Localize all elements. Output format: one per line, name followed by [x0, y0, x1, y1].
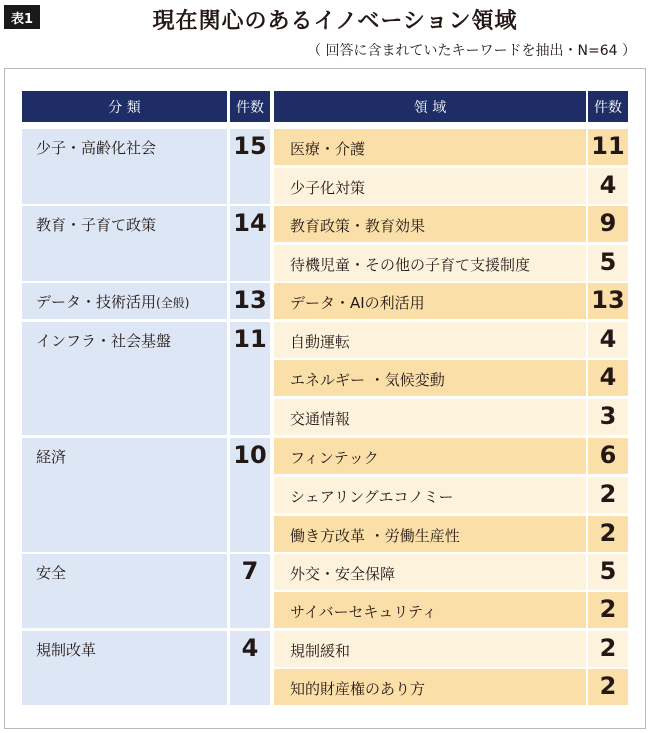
domain-label: 待機児童・その他の子育て支援制度	[290, 256, 531, 274]
category-label: インフラ・社会基盤	[36, 332, 172, 350]
domain-label: データ・AIの利活用	[290, 294, 425, 312]
header-domain: 領 域	[274, 91, 586, 122]
domain-count: 2	[599, 519, 617, 547]
domain-label: 外交・安全保障	[290, 565, 396, 583]
domain-count: 3	[599, 402, 617, 430]
category-label: データ・技術活用(全般)	[36, 293, 190, 311]
category-label: 経済	[36, 448, 67, 466]
domain-count: 4	[599, 171, 617, 199]
page-title: 現在関心のあるイノベーション領域	[152, 9, 518, 34]
domain-count: 2	[599, 672, 617, 700]
domain-label: 規制緩和	[290, 642, 351, 660]
table-number-badge: 表1	[4, 5, 40, 29]
domain-count: 5	[599, 557, 617, 585]
domain-count: 11	[591, 132, 625, 160]
domain-label: 医療・介護	[290, 140, 366, 158]
category-label: 少子・高齢化社会	[36, 139, 157, 157]
category-count: 15	[233, 132, 267, 160]
category-count: 13	[233, 286, 267, 314]
page-subtitle: （ 回答に含まれていたキーワードを抽出・N=64 ）	[307, 43, 636, 59]
domain-label: シェアリングエコノミー	[290, 488, 454, 506]
category-label-note: (全般)	[156, 296, 190, 310]
domain-count: 2	[599, 595, 617, 623]
domain-label: 教育政策・教育効果	[290, 217, 426, 235]
domain-label: 交通情報	[290, 410, 351, 428]
category-count: 10	[233, 441, 267, 469]
domain-count: 6	[599, 441, 617, 469]
domain-label: サイバーセキュリティ	[290, 603, 437, 621]
category-count: 4	[241, 634, 259, 662]
header-domain-count: 件数	[588, 91, 628, 122]
domain-count: 2	[599, 634, 617, 662]
category-count: 11	[233, 325, 267, 353]
header-category-count: 件数	[230, 91, 270, 122]
category-count: 14	[233, 209, 267, 237]
header-category: 分 類	[22, 91, 227, 122]
domain-label: 自動運転	[290, 333, 351, 351]
category-count: 7	[241, 557, 259, 585]
domain-count: 4	[599, 325, 617, 353]
category-label: 教育・子育て政策	[36, 216, 157, 234]
domain-label: 少子化対策	[290, 179, 366, 197]
domain-count: 2	[599, 480, 617, 508]
domain-count: 13	[591, 286, 625, 314]
domain-label: 働き方改革 ・労働生産性	[290, 527, 460, 545]
domain-label: フィンテック	[290, 449, 379, 467]
domain-label: エネルギー ・気候変動	[290, 371, 445, 389]
domain-label: 知的財産権のあり方	[290, 680, 426, 698]
domain-count: 4	[599, 363, 617, 391]
domain-count: 9	[599, 209, 617, 237]
domain-count: 5	[599, 248, 617, 276]
category-label: 安全	[36, 564, 67, 582]
category-label: 規制改革	[36, 641, 97, 659]
